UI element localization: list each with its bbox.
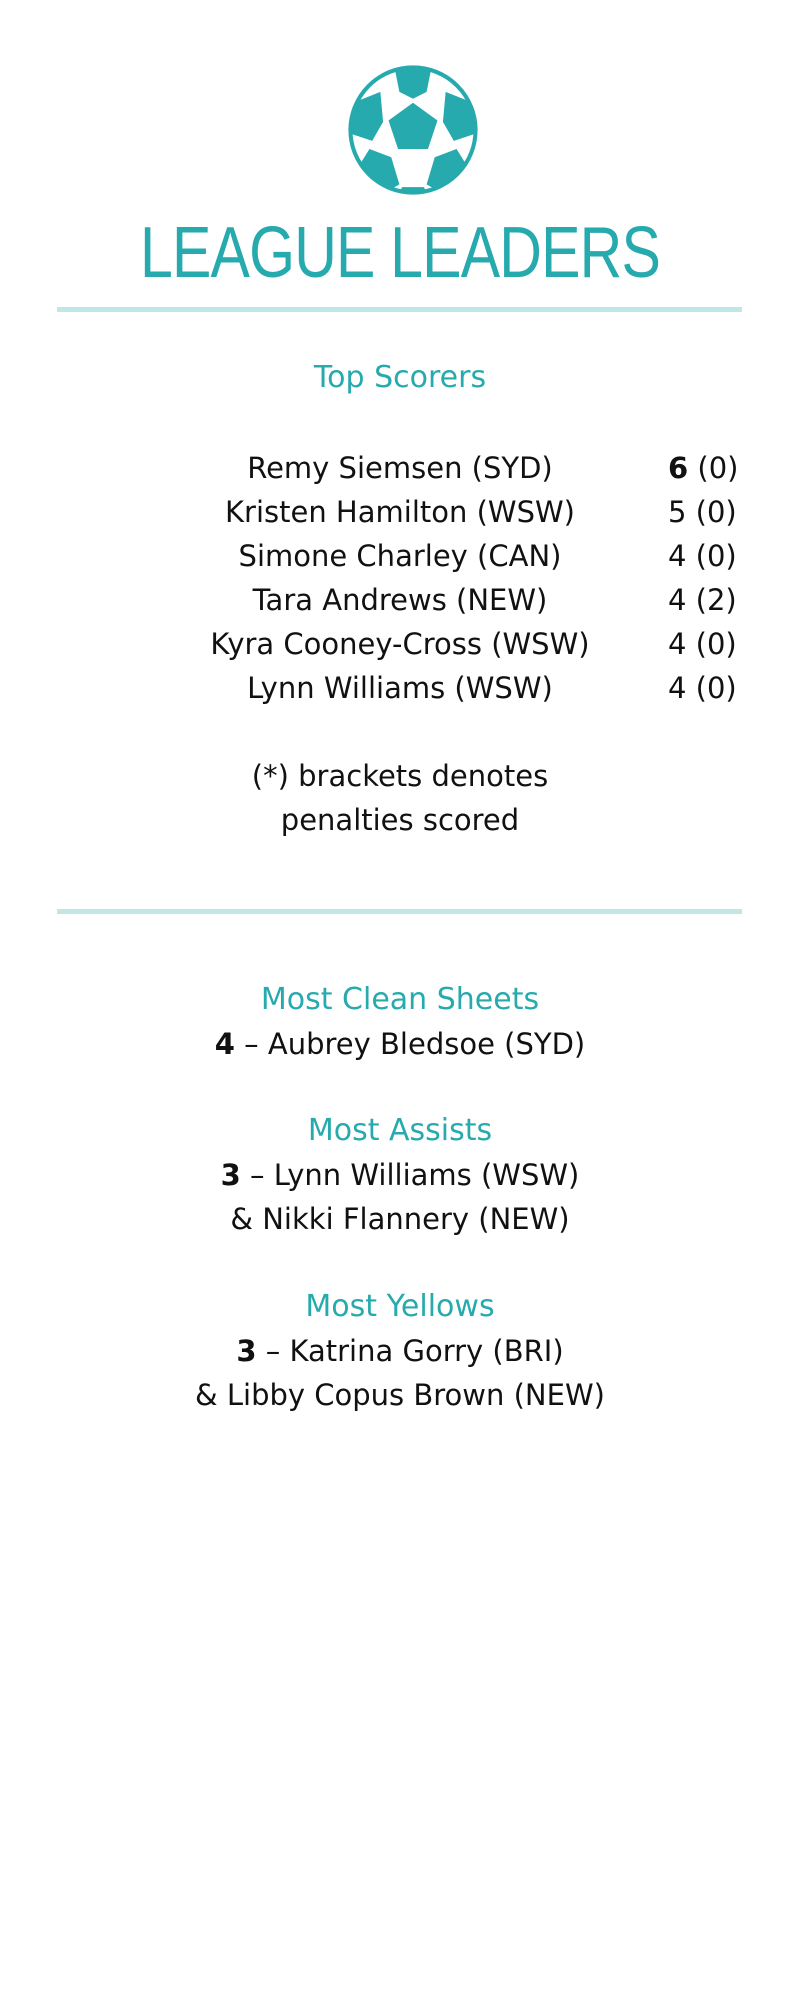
clean-sheets-player: – Aubrey Bledsoe (SYD) bbox=[234, 1027, 586, 1061]
penalty-note-line-1: (*) brackets denotes bbox=[251, 759, 549, 793]
clean-sheets-count: 4 bbox=[214, 1027, 235, 1061]
scorer-row bbox=[0, 534, 800, 578]
scorer-name: Tara Andrews (NEW) bbox=[252, 583, 548, 617]
scorer-row bbox=[0, 622, 800, 666]
goal-count: 5 bbox=[668, 495, 687, 529]
scorer-goals bbox=[668, 490, 737, 534]
scorer-row bbox=[0, 578, 800, 622]
penalty-count: (0) bbox=[695, 495, 737, 529]
penalty-note-line-2: penalties scored bbox=[280, 803, 520, 837]
yellows-player-2: & Libby Copus Brown (NEW) bbox=[195, 1378, 605, 1412]
clean-sheets-heading: Most Clean Sheets bbox=[260, 982, 540, 1017]
assists-count: 3 bbox=[220, 1158, 241, 1192]
goal-count: 6 bbox=[668, 451, 689, 485]
scorer-goals bbox=[668, 446, 739, 490]
yellows-count: 3 bbox=[236, 1334, 257, 1368]
page-title: LEAGUE LEADERS bbox=[139, 213, 661, 293]
clean-sheets-leader bbox=[0, 1022, 800, 1066]
scorer-goals bbox=[668, 534, 737, 578]
goal-count: 4 bbox=[668, 583, 687, 617]
penalty-count: (0) bbox=[697, 451, 739, 485]
penalty-count: (0) bbox=[695, 539, 737, 573]
scorer-row bbox=[0, 490, 800, 534]
scorer-row bbox=[0, 446, 800, 490]
goal-count: 4 bbox=[668, 627, 687, 661]
soccer-ball-icon bbox=[345, 62, 481, 198]
assists-player-2: & Nikki Flannery (NEW) bbox=[230, 1202, 570, 1236]
scorer-name: Kyra Cooney-Cross (WSW) bbox=[210, 627, 590, 661]
scorer-name: Lynn Williams (WSW) bbox=[247, 671, 553, 705]
top-scorers-list bbox=[0, 446, 800, 710]
penalty-count: (0) bbox=[695, 627, 737, 661]
scorer-name: Remy Siemsen (SYD) bbox=[247, 451, 553, 485]
middle-divider bbox=[57, 909, 742, 914]
yellows-heading: Most Yellows bbox=[305, 1289, 495, 1324]
assists-player-1: – Lynn Williams (WSW) bbox=[240, 1158, 580, 1192]
penalty-count: (2) bbox=[695, 583, 737, 617]
scorer-goals bbox=[668, 578, 737, 622]
scorer-goals bbox=[668, 622, 737, 666]
scorer-name: Kristen Hamilton (WSW) bbox=[225, 495, 575, 529]
assists-heading: Most Assists bbox=[307, 1113, 493, 1148]
yellows-leader bbox=[0, 1329, 800, 1373]
assists-leader bbox=[0, 1153, 800, 1197]
top-scorers-heading: Top Scorers bbox=[313, 360, 487, 395]
scorer-row bbox=[0, 666, 800, 710]
yellows-player-1: – Katrina Gorry (BRI) bbox=[256, 1334, 564, 1368]
goal-count: 4 bbox=[668, 539, 687, 573]
goal-count: 4 bbox=[668, 671, 687, 705]
top-divider bbox=[57, 307, 742, 312]
penalty-count: (0) bbox=[695, 671, 737, 705]
scorer-name: Simone Charley (CAN) bbox=[238, 539, 562, 573]
scorer-goals bbox=[668, 666, 737, 710]
